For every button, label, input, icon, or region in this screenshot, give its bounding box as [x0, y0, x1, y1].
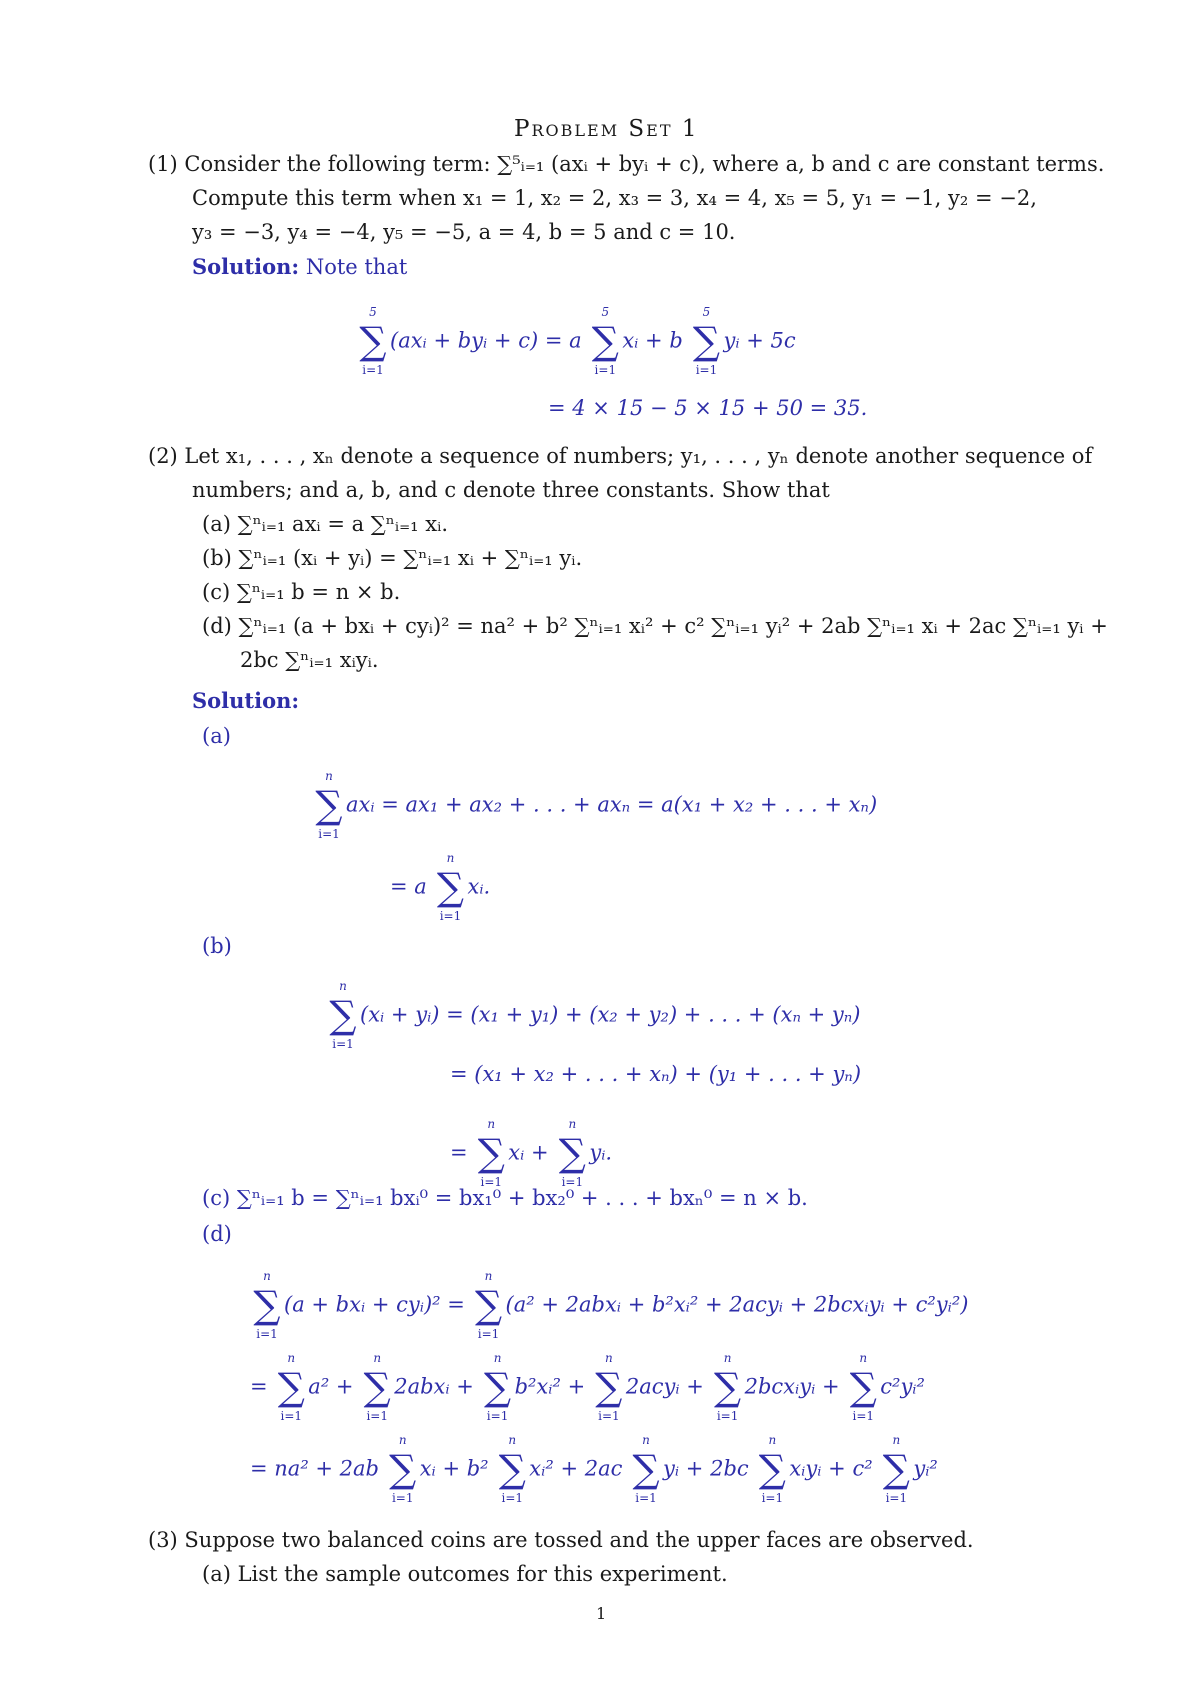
summation: n ∑ i=1	[477, 1117, 505, 1189]
summation: n ∑ i=1	[363, 1351, 391, 1423]
summation: 5 ∑ i=1	[359, 305, 387, 377]
problem-1-line-2: Compute this term when x₁ = 1, x₂ = 2, x₃ = 3, x₄ = 4, x₅ = 5, y₁ = −1, y₂ = −2,	[192, 186, 1037, 210]
solution-a-label: (a)	[202, 724, 231, 748]
summation: n ∑ i=1	[714, 1351, 742, 1423]
solution-d-label: (d)	[202, 1222, 232, 1246]
problem-1-equation-2: = 4 × 15 − 5 × 15 + 50 = 35.	[548, 396, 868, 420]
summation: 5 ∑ i=1	[591, 305, 619, 377]
solution-b-equation-3: = n ∑ i=1 xᵢ + n ∑ i=1 yᵢ.	[450, 1117, 613, 1189]
solution-d-equation-1: n ∑ i=1 (a + bxᵢ + cyᵢ)² = n ∑ i=1 (a² + 2abxᵢ + b²xᵢ² + 2acyᵢ + 2bcxᵢyᵢ + c²yᵢ²)	[250, 1276, 968, 1336]
problem-1-line-1: (1) Consider the following term: ∑⁵ᵢ₌₁ (axᵢ + byᵢ + c), where a, b and c are constant terms.	[148, 152, 1105, 176]
summation: n ∑ i=1	[315, 769, 343, 841]
solution-c: (c) ∑ⁿᵢ₌₁ b = ∑ⁿᵢ₌₁ bxᵢ⁰ = bx₁⁰ + bx₂⁰ + . . . + bxₙ⁰ = n × b.	[202, 1186, 808, 1210]
summation: n ∑ i=1	[483, 1351, 512, 1423]
solution-b-label: (b)	[202, 934, 232, 958]
page-number: 1	[596, 1604, 607, 1623]
problem-2-line-2: numbers; and a, b, and c denote three constants. Show that	[192, 478, 830, 502]
solution-d-equation-3: = na² + 2ab n ∑ i=1 xᵢ + b² n ∑ i=1 xᵢ² + 2ac n ∑ i=1 yᵢ + 2bc n ∑ i=1 xᵢyᵢ + c² n ∑ i=1 yᵢ²	[250, 1433, 938, 1505]
solution-label: Solution:	[192, 254, 300, 279]
summation: n ∑ i=1	[595, 1351, 623, 1423]
summation: n ∑ i=1	[474, 1269, 503, 1341]
summation: n ∑ i=1	[882, 1433, 910, 1505]
summation: 5 ∑ i=1	[692, 305, 721, 377]
summation: n ∑ i=1	[498, 1433, 526, 1505]
page-title: Problem Set 1	[514, 116, 699, 142]
solution-text: Note that	[305, 255, 408, 279]
problem-3-part-a: (a) List the sample outcomes for this experiment.	[202, 1562, 728, 1586]
summation: n ∑ i=1	[329, 979, 357, 1051]
solution-b-equation-2: = (x₁ + x₂ + . . . + xₙ) + (y₁ + . . . + yₙ)	[450, 1062, 862, 1086]
summation: n ∑ i=1	[849, 1351, 877, 1423]
solution-a-equation-1: n ∑ i=1 axᵢ = ax₁ + ax₂ + . . . + axₙ = a(x₁ + x₂ + . . . + xₙ)	[312, 776, 877, 836]
problem-1-equation-1: 5 ∑ i=1 (axᵢ + byᵢ + c) = a 5 ∑ i=1 xᵢ + b 5 ∑ i=1 yᵢ + 5c	[356, 312, 796, 372]
summation: n ∑ i=1	[253, 1269, 281, 1341]
summation: n ∑ i=1	[389, 1433, 417, 1505]
solution-a-equation-2: = a n ∑ i=1 xᵢ.	[390, 851, 491, 923]
summation: n ∑ i=1	[758, 1433, 786, 1505]
solution-d-equation-2: = n ∑ i=1 a² + n ∑ i=1 2abxᵢ + n ∑ i=1 b²xᵢ² + n ∑ i=1 2acyᵢ + n ∑ i=1 2bcxᵢyᵢ + n ∑ i=1 c²yᵢ²	[250, 1351, 925, 1423]
summation: n ∑ i=1	[558, 1117, 586, 1189]
problem-2-line-1: (2) Let x₁, . . . , xₙ denote a sequence of numbers; y₁, . . . , yₙ denote another sequence of	[148, 444, 1093, 468]
problem-2-part-b: (b) ∑ⁿᵢ₌₁ (xᵢ + yᵢ) = ∑ⁿᵢ₌₁ xᵢ + ∑ⁿᵢ₌₁ yᵢ.	[202, 546, 583, 570]
problem-1-line-3: y₃ = −3, y₄ = −4, y₅ = −5, a = 4, b = 5 and c = 10.	[192, 220, 736, 244]
summation: n ∑ i=1	[436, 851, 465, 923]
problem-1-solution	[192, 256, 407, 278]
summation: n ∑ i=1	[632, 1433, 660, 1505]
problem-2-part-d-line-2: 2bc ∑ⁿᵢ₌₁ xᵢyᵢ.	[240, 648, 379, 672]
problem-2-part-a: (a) ∑ⁿᵢ₌₁ axᵢ = a ∑ⁿᵢ₌₁ xᵢ.	[202, 512, 449, 536]
problem-2-solution-label: Solution:	[192, 688, 300, 713]
solution-b-equation-1: n ∑ i=1 (xᵢ + yᵢ) = (x₁ + y₁) + (x₂ + y₂) + . . . + (xₙ + yₙ)	[326, 986, 860, 1046]
problem-2-part-d-line-1: (d) ∑ⁿᵢ₌₁ (a + bxᵢ + cyᵢ)² = na² + b² ∑ⁿᵢ₌₁ xᵢ² + c² ∑ⁿᵢ₌₁ yᵢ² + 2ab ∑ⁿᵢ₌₁ xᵢ + 2ac ∑ⁿᵢ₌₁ yᵢ +	[202, 614, 1108, 638]
summation: n ∑ i=1	[277, 1351, 305, 1423]
problem-2-part-c: (c) ∑ⁿᵢ₌₁ b = n × b.	[202, 580, 401, 604]
problem-3-line-1: (3) Suppose two balanced coins are tossed and the upper faces are observed.	[148, 1528, 974, 1552]
